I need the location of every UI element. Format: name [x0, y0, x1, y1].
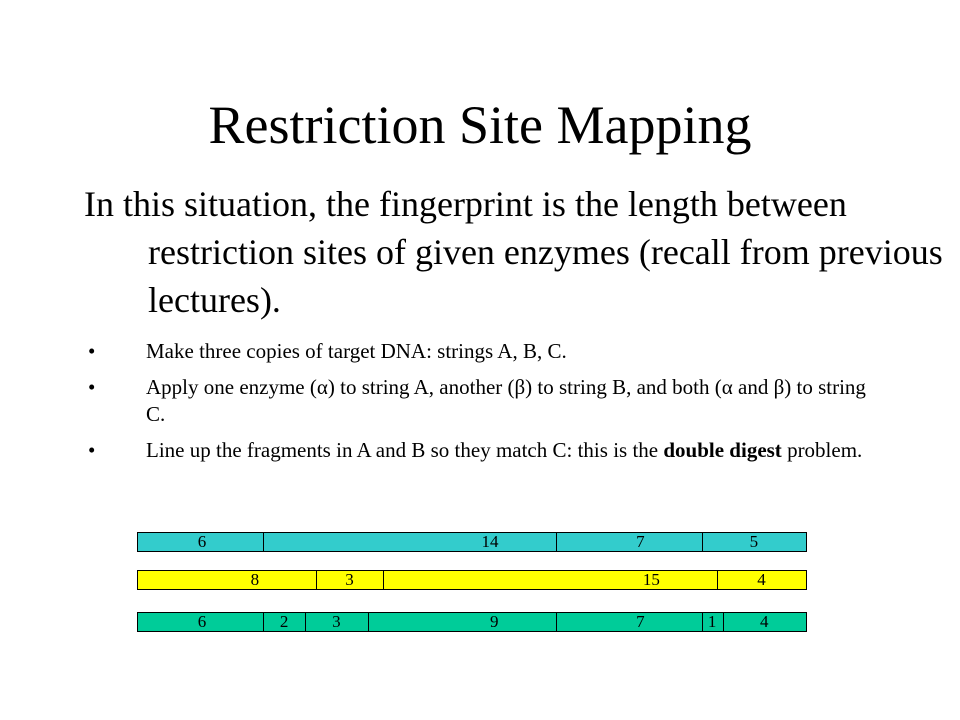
fragment-length-label: 7	[636, 612, 645, 631]
fragment-segment	[263, 533, 555, 551]
fragment-length-label: 1	[707, 612, 717, 631]
fragment-length-label: 5	[749, 532, 759, 551]
bullet-item	[88, 374, 888, 428]
fragment-segment	[138, 571, 316, 589]
fragment-segment	[702, 613, 723, 631]
fragment-segment	[138, 613, 263, 631]
fragment-length-label: 6	[197, 612, 207, 631]
fragment-segment	[717, 571, 806, 589]
fragment-length-label: 6	[197, 532, 207, 551]
intro-paragraph: In this situation, the fingerprint is the length between restriction sites of given enzymes (recall from previous lectures).	[84, 184, 943, 320]
fragment-length-label: 9	[490, 612, 499, 631]
fragment-length-label: 15	[642, 570, 660, 589]
fragment-segment	[556, 533, 702, 551]
fragment-length-label: 14	[481, 532, 499, 551]
fragment-segment	[263, 613, 305, 631]
slide-title: Restriction Site Mapping	[208, 95, 752, 155]
fragment-length-label: 4	[760, 612, 769, 631]
bullet-text-bold: double digest	[663, 438, 782, 462]
bullet-dot-icon: •	[88, 438, 96, 462]
bullet-dot-icon: •	[88, 375, 96, 399]
fragment-segment	[305, 613, 368, 631]
fragment-length-label: 3	[345, 570, 354, 589]
fragment-segment	[316, 571, 383, 589]
bullet-item	[88, 437, 888, 464]
fragment-length-label: 4	[757, 570, 766, 589]
fragment-segment	[556, 613, 702, 631]
bullet-dot-icon: •	[88, 339, 96, 363]
fragment-segment	[138, 533, 263, 551]
fragment-length-label: 2	[279, 612, 289, 631]
bullet-text: Apply one enzyme (α) to string A, another (β) to string B, and both (α and β) to string C.	[146, 375, 866, 426]
bullet-text-after: problem.	[781, 438, 863, 462]
strip-a-alpha-digest	[137, 532, 807, 552]
fragment-segment	[383, 571, 717, 589]
bullet-list	[88, 338, 888, 473]
fragment-segment	[368, 613, 556, 631]
strip-b-beta-digest	[137, 570, 807, 590]
fragment-length-label: 7	[636, 532, 645, 551]
fragment-segment	[723, 613, 807, 631]
bullet-item	[88, 338, 888, 365]
bullet-text-before: Line up the fragments in A and B so they match C: this is the	[146, 438, 664, 462]
strip-c-double-digest	[137, 612, 807, 632]
bullet-text: Make three copies of target DNA: strings A, B, C.	[146, 339, 567, 363]
fragment-length-label: 8	[250, 570, 260, 589]
fragment-length-label: 3	[332, 612, 341, 631]
fragment-segment	[702, 533, 806, 551]
